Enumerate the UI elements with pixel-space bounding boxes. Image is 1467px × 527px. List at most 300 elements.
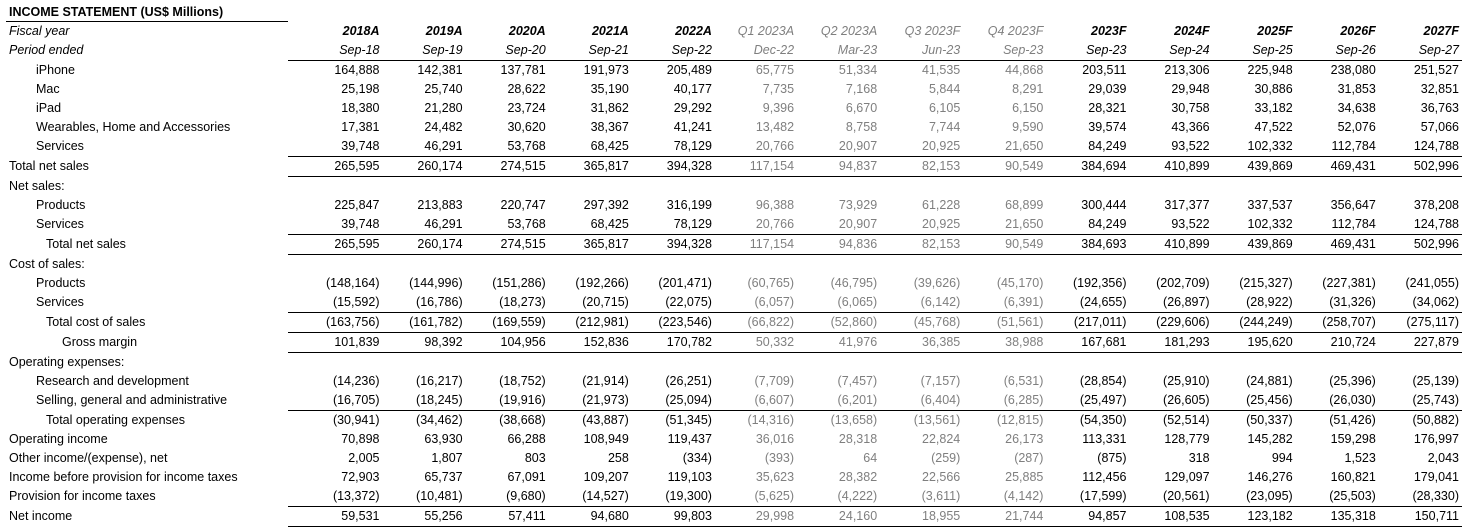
value-cell[interactable]: (10,481) — [383, 487, 466, 507]
value-cell[interactable]: 33,182 — [1254, 101, 1293, 115]
value-cell[interactable]: 84,249 — [1046, 215, 1129, 235]
year-header[interactable]: 2026F — [1340, 23, 1376, 38]
value-cell[interactable]: 112,784 — [1296, 137, 1379, 157]
value-cell[interactable]: 93,522 — [1129, 215, 1212, 235]
value-cell[interactable]: 108,535 — [1129, 507, 1212, 527]
value-cell[interactable] — [880, 177, 963, 197]
value-cell[interactable]: 68,425 — [549, 137, 632, 157]
row-label[interactable]: iPad — [36, 101, 62, 115]
value-cell[interactable]: 25,740 — [424, 82, 463, 96]
value-cell[interactable]: (43,887) — [582, 413, 629, 427]
value-cell[interactable]: 28,318 — [838, 432, 878, 446]
value-cell[interactable]: (17,599) — [1046, 487, 1129, 507]
value-cell[interactable]: (148,164) — [325, 276, 380, 290]
value-cell[interactable]: (18,273) — [466, 293, 549, 313]
row-label[interactable]: Operating expenses: — [9, 354, 125, 369]
row-label[interactable]: Services — [36, 139, 84, 154]
row-label[interactable]: Research and development — [36, 374, 189, 388]
value-cell[interactable] — [880, 255, 963, 275]
value-cell[interactable]: (18,752) — [499, 374, 546, 388]
value-cell[interactable]: (13,561) — [913, 413, 961, 427]
value-cell[interactable] — [797, 177, 880, 197]
value-cell[interactable] — [549, 255, 632, 275]
year-header[interactable]: Q1 2023A — [737, 23, 795, 38]
value-cell[interactable]: (9,680) — [466, 487, 549, 507]
row-label[interactable]: iPhone — [36, 62, 75, 77]
value-cell[interactable]: (287) — [1014, 451, 1044, 465]
value-cell[interactable]: (16,705) — [288, 391, 382, 411]
value-cell[interactable]: 9,396 — [762, 101, 795, 115]
value-cell[interactable]: 104,956 — [466, 333, 549, 353]
value-cell[interactable]: 66,288 — [507, 432, 546, 446]
period-ended-label[interactable]: Period ended — [9, 43, 84, 58]
value-cell[interactable] — [963, 177, 1046, 197]
value-cell[interactable]: (25,910) — [1163, 374, 1210, 388]
value-cell[interactable]: 119,437 — [667, 432, 712, 446]
value-cell[interactable]: (7,709) — [754, 374, 795, 388]
value-cell[interactable] — [880, 353, 963, 373]
value-cell[interactable] — [466, 255, 549, 275]
empty-cell[interactable] — [797, 3, 880, 22]
value-cell[interactable]: 90,549 — [963, 235, 1046, 255]
period-header[interactable]: Sep-23 — [963, 41, 1046, 61]
value-cell[interactable]: 265,595 — [288, 157, 382, 177]
value-cell[interactable]: (25,456) — [1213, 391, 1296, 411]
row-label[interactable]: Gross margin — [62, 335, 138, 349]
value-cell[interactable]: 36,763 — [1420, 101, 1459, 115]
value-cell[interactable]: (20,561) — [1129, 487, 1212, 507]
value-cell[interactable]: 502,996 — [1379, 157, 1462, 177]
value-cell[interactable]: 84,249 — [1046, 137, 1129, 157]
value-cell[interactable]: 41,976 — [797, 333, 880, 353]
value-cell[interactable]: 112,456 — [1082, 470, 1127, 484]
row-label[interactable]: Services — [36, 217, 84, 232]
value-cell[interactable]: 35,623 — [755, 470, 795, 484]
value-cell[interactable] — [1213, 353, 1296, 373]
value-cell[interactable]: (19,916) — [466, 391, 549, 411]
value-cell[interactable]: 31,853 — [1337, 82, 1376, 96]
value-cell[interactable]: 52,076 — [1337, 120, 1376, 134]
row-label[interactable]: Products — [36, 276, 86, 290]
value-cell[interactable]: 61,228 — [922, 198, 961, 212]
value-cell[interactable]: (25,743) — [1379, 391, 1462, 411]
row-label[interactable]: Operating income — [9, 432, 108, 446]
value-cell[interactable]: 38,988 — [963, 333, 1046, 353]
value-cell[interactable]: 9,590 — [1012, 120, 1044, 134]
value-cell[interactable]: (39,626) — [913, 276, 961, 290]
value-cell[interactable]: 113,331 — [1082, 432, 1127, 446]
value-cell[interactable]: 203,511 — [1082, 63, 1127, 77]
row-label[interactable]: Services — [36, 295, 84, 310]
empty-cell[interactable] — [383, 3, 466, 22]
value-cell[interactable]: (28,330) — [1379, 487, 1462, 507]
value-cell[interactable]: (46,795) — [830, 276, 878, 290]
value-cell[interactable]: 150,711 — [1379, 507, 1462, 527]
value-cell[interactable]: 2,005 — [348, 451, 380, 465]
value-cell[interactable]: 124,788 — [1379, 215, 1462, 235]
row-label[interactable]: Total cost of sales — [46, 315, 146, 329]
value-cell[interactable]: (144,996) — [409, 276, 463, 290]
value-cell[interactable]: 7,168 — [845, 82, 878, 96]
value-cell[interactable]: 20,766 — [715, 215, 797, 235]
period-header[interactable]: Dec-22 — [715, 41, 797, 61]
value-cell[interactable]: 38,367 — [590, 120, 629, 134]
value-cell[interactable] — [288, 353, 382, 373]
value-cell[interactable]: (26,897) — [1129, 293, 1212, 313]
value-cell[interactable]: (14,527) — [549, 487, 632, 507]
value-cell[interactable]: (12,815) — [996, 413, 1044, 427]
value-cell[interactable]: (217,011) — [1046, 313, 1129, 333]
value-cell[interactable] — [1379, 255, 1462, 275]
value-cell[interactable]: (26,605) — [1129, 391, 1212, 411]
value-cell[interactable]: 59,531 — [288, 507, 382, 527]
value-cell[interactable]: 50,332 — [715, 333, 797, 353]
row-label[interactable]: Provision for income taxes — [9, 489, 156, 504]
value-cell[interactable]: 7,735 — [762, 82, 795, 96]
value-cell[interactable] — [715, 353, 797, 373]
value-cell[interactable]: 21,650 — [963, 137, 1046, 157]
value-cell[interactable]: 502,996 — [1379, 235, 1462, 255]
value-cell[interactable]: 469,431 — [1296, 235, 1379, 255]
period-header[interactable]: Sep-24 — [1129, 41, 1212, 61]
value-cell[interactable]: 63,930 — [424, 432, 463, 446]
value-cell[interactable]: 25,885 — [1005, 470, 1044, 484]
value-cell[interactable]: (25,094) — [632, 391, 715, 411]
value-cell[interactable]: 238,080 — [1330, 63, 1376, 77]
value-cell[interactable]: 73,929 — [838, 198, 878, 212]
year-header[interactable]: 2027F — [1423, 23, 1459, 38]
value-cell[interactable]: 98,392 — [383, 333, 466, 353]
value-cell[interactable]: 317,377 — [1164, 198, 1210, 212]
row-label[interactable]: Net income — [9, 509, 73, 523]
value-cell[interactable]: 29,039 — [1088, 82, 1127, 96]
value-cell[interactable]: 101,839 — [288, 333, 382, 353]
period-header[interactable]: Mar-23 — [797, 41, 880, 61]
value-cell[interactable]: (45,170) — [996, 276, 1044, 290]
value-cell[interactable]: (30,941) — [332, 413, 380, 427]
value-cell[interactable] — [1129, 255, 1212, 275]
value-cell[interactable]: (202,709) — [1156, 276, 1210, 290]
value-cell[interactable]: 65,737 — [424, 470, 463, 484]
value-cell[interactable]: 117,154 — [715, 235, 797, 255]
value-cell[interactable] — [1213, 177, 1296, 197]
value-cell[interactable]: (16,217) — [416, 374, 463, 388]
value-cell[interactable]: (31,326) — [1296, 293, 1379, 313]
row-label[interactable]: Selling, general and administrative — [36, 393, 228, 408]
value-cell[interactable]: 260,174 — [383, 235, 466, 255]
value-cell[interactable]: 20,925 — [880, 215, 963, 235]
value-cell[interactable] — [288, 177, 382, 197]
year-header[interactable]: Q3 2023F — [904, 23, 961, 38]
value-cell[interactable]: (215,327) — [1239, 276, 1293, 290]
year-header[interactable]: 2020A — [508, 23, 546, 38]
value-cell[interactable]: (275,117) — [1379, 313, 1462, 333]
value-cell[interactable]: 337,537 — [1247, 198, 1293, 212]
value-cell[interactable] — [1046, 255, 1129, 275]
value-cell[interactable]: (241,055) — [1405, 276, 1459, 290]
value-cell[interactable]: 394,328 — [632, 235, 715, 255]
row-label[interactable]: Wearables, Home and Accessories — [36, 120, 231, 134]
value-cell[interactable]: 65,775 — [755, 63, 795, 77]
value-cell[interactable]: 365,817 — [549, 235, 632, 255]
value-cell[interactable]: 195,620 — [1213, 333, 1296, 353]
value-cell[interactable]: 210,724 — [1296, 333, 1379, 353]
value-cell[interactable]: 2,043 — [1427, 451, 1459, 465]
value-cell[interactable]: 20,907 — [797, 137, 880, 157]
year-header[interactable]: Q2 2023A — [820, 23, 878, 38]
value-cell[interactable]: 109,207 — [583, 470, 629, 484]
value-cell[interactable]: 41,241 — [673, 120, 712, 134]
value-cell[interactable]: 29,292 — [673, 101, 712, 115]
empty-cell[interactable] — [549, 3, 632, 22]
value-cell[interactable]: 82,153 — [880, 157, 963, 177]
value-cell[interactable]: (4,222) — [797, 487, 880, 507]
value-cell[interactable]: (6,201) — [797, 391, 880, 411]
empty-cell[interactable] — [1213, 3, 1296, 22]
value-cell[interactable]: 117,154 — [715, 157, 797, 177]
value-cell[interactable]: 96,388 — [755, 198, 795, 212]
value-cell[interactable]: 410,899 — [1129, 235, 1212, 255]
value-cell[interactable]: (19,300) — [632, 487, 715, 507]
value-cell[interactable]: (6,607) — [715, 391, 797, 411]
value-cell[interactable]: 164,888 — [334, 63, 380, 77]
value-cell[interactable]: 297,392 — [583, 198, 629, 212]
empty-cell[interactable] — [632, 3, 715, 22]
year-header[interactable]: 2019A — [425, 23, 463, 38]
value-cell[interactable] — [383, 255, 466, 275]
value-cell[interactable]: (26,030) — [1296, 391, 1379, 411]
value-cell[interactable]: 70,898 — [341, 432, 380, 446]
value-cell[interactable]: 124,788 — [1379, 137, 1462, 157]
value-cell[interactable]: 439,869 — [1213, 157, 1296, 177]
value-cell[interactable]: 365,817 — [549, 157, 632, 177]
value-cell[interactable] — [1046, 177, 1129, 197]
value-cell[interactable]: 7,744 — [928, 120, 961, 134]
value-cell[interactable] — [715, 177, 797, 197]
row-label[interactable]: Income before provision for income taxes — [9, 470, 238, 484]
value-cell[interactable]: 213,883 — [417, 198, 463, 212]
value-cell[interactable]: (22,075) — [632, 293, 715, 313]
value-cell[interactable]: 119,103 — [667, 470, 712, 484]
value-cell[interactable]: 300,444 — [1081, 198, 1127, 212]
value-cell[interactable]: 274,515 — [466, 235, 549, 255]
value-cell[interactable]: 28,622 — [507, 82, 546, 96]
value-cell[interactable]: 205,489 — [666, 63, 712, 77]
value-cell[interactable]: 35,190 — [590, 82, 629, 96]
value-cell[interactable] — [1379, 177, 1462, 197]
value-cell[interactable]: 439,869 — [1213, 235, 1296, 255]
value-cell[interactable]: (28,922) — [1213, 293, 1296, 313]
value-cell[interactable]: (192,266) — [575, 276, 629, 290]
empty-cell[interactable] — [466, 3, 549, 22]
value-cell[interactable]: 30,620 — [507, 120, 546, 134]
value-cell[interactable]: (393) — [764, 451, 795, 465]
value-cell[interactable]: 378,208 — [1413, 198, 1459, 212]
value-cell[interactable]: (66,822) — [715, 313, 797, 333]
value-cell[interactable]: 128,779 — [1164, 432, 1210, 446]
value-cell[interactable] — [1379, 353, 1462, 373]
value-cell[interactable]: 24,482 — [424, 120, 463, 134]
value-cell[interactable]: (25,396) — [1329, 374, 1376, 388]
value-cell[interactable]: 53,768 — [466, 137, 549, 157]
value-cell[interactable]: 20,907 — [797, 215, 880, 235]
value-cell[interactable]: 20,925 — [880, 137, 963, 157]
value-cell[interactable]: 6,670 — [845, 101, 878, 115]
value-cell[interactable]: 57,066 — [1420, 120, 1459, 134]
value-cell[interactable]: (169,559) — [466, 313, 549, 333]
value-cell[interactable]: 31,862 — [590, 101, 629, 115]
empty-cell[interactable] — [880, 3, 963, 22]
value-cell[interactable] — [963, 353, 1046, 373]
value-cell[interactable]: 160,821 — [1330, 470, 1376, 484]
year-header[interactable]: 2021A — [591, 23, 629, 38]
value-cell[interactable]: 123,182 — [1213, 507, 1296, 527]
value-cell[interactable]: 21,280 — [424, 101, 463, 115]
value-cell[interactable]: 213,306 — [1164, 63, 1210, 77]
value-cell[interactable]: 8,291 — [1012, 82, 1044, 96]
value-cell[interactable]: (60,765) — [747, 276, 795, 290]
empty-cell[interactable] — [1046, 3, 1129, 22]
value-cell[interactable]: 29,948 — [1171, 82, 1210, 96]
value-cell[interactable] — [1129, 353, 1212, 373]
value-cell[interactable]: (212,981) — [549, 313, 632, 333]
value-cell[interactable]: (244,249) — [1213, 313, 1296, 333]
value-cell[interactable]: 67,091 — [507, 470, 546, 484]
value-cell[interactable]: (223,546) — [632, 313, 715, 333]
value-cell[interactable]: 384,694 — [1046, 157, 1129, 177]
value-cell[interactable]: 176,997 — [1413, 432, 1459, 446]
value-cell[interactable]: (25,139) — [1412, 374, 1459, 388]
value-cell[interactable]: 18,955 — [880, 507, 963, 527]
empty-cell[interactable] — [963, 3, 1046, 22]
value-cell[interactable]: (227,381) — [1322, 276, 1376, 290]
value-cell[interactable]: (13,372) — [288, 487, 382, 507]
value-cell[interactable]: (15,592) — [288, 293, 382, 313]
value-cell[interactable] — [797, 353, 880, 373]
value-cell[interactable]: (6,404) — [880, 391, 963, 411]
period-header[interactable]: Sep-21 — [549, 41, 632, 61]
value-cell[interactable]: 25,198 — [341, 82, 380, 96]
value-cell[interactable] — [715, 255, 797, 275]
value-cell[interactable]: 78,129 — [632, 215, 715, 235]
value-cell[interactable]: 28,321 — [1088, 101, 1127, 115]
value-cell[interactable]: 39,748 — [288, 215, 382, 235]
value-cell[interactable]: (14,316) — [747, 413, 795, 427]
value-cell[interactable]: 227,879 — [1379, 333, 1462, 353]
period-header[interactable]: Sep-27 — [1379, 41, 1462, 61]
value-cell[interactable]: 26,173 — [1005, 432, 1044, 446]
empty-cell[interactable] — [715, 3, 797, 22]
row-label[interactable]: Products — [36, 198, 86, 212]
value-cell[interactable]: (25,497) — [1046, 391, 1129, 411]
value-cell[interactable]: 142,381 — [417, 63, 463, 77]
value-cell[interactable]: 39,574 — [1088, 120, 1127, 134]
value-cell[interactable]: 47,522 — [1254, 120, 1293, 134]
value-cell[interactable]: 318 — [1188, 451, 1210, 465]
value-cell[interactable]: 5,844 — [928, 82, 961, 96]
value-cell[interactable]: 274,515 — [466, 157, 549, 177]
value-cell[interactable]: (51,426) — [1329, 413, 1376, 427]
value-cell[interactable]: (16,786) — [383, 293, 466, 313]
value-cell[interactable]: (28,854) — [1079, 374, 1127, 388]
value-cell[interactable]: 24,160 — [797, 507, 880, 527]
value-cell[interactable]: (201,471) — [658, 276, 712, 290]
row-label[interactable]: Mac — [36, 82, 60, 96]
value-cell[interactable]: (51,561) — [963, 313, 1046, 333]
value-cell[interactable]: (6,142) — [880, 293, 963, 313]
row-label[interactable]: Cost of sales: — [9, 256, 85, 271]
value-cell[interactable]: (163,756) — [288, 313, 382, 333]
value-cell[interactable]: 146,276 — [1247, 470, 1293, 484]
value-cell[interactable]: 251,527 — [1413, 63, 1459, 77]
value-cell[interactable] — [466, 353, 549, 373]
value-cell[interactable]: 51,334 — [838, 63, 878, 77]
value-cell[interactable]: 99,803 — [632, 507, 715, 527]
value-cell[interactable] — [383, 353, 466, 373]
value-cell[interactable] — [1213, 255, 1296, 275]
value-cell[interactable]: (229,606) — [1129, 313, 1212, 333]
value-cell[interactable]: (23,095) — [1213, 487, 1296, 507]
value-cell[interactable]: 145,282 — [1247, 432, 1293, 446]
value-cell[interactable]: 316,199 — [666, 198, 712, 212]
value-cell[interactable]: 68,425 — [549, 215, 632, 235]
period-header[interactable]: Sep-22 — [632, 41, 715, 61]
period-header[interactable]: Jun-23 — [880, 41, 963, 61]
value-cell[interactable]: (50,337) — [1246, 413, 1293, 427]
value-cell[interactable]: (259) — [931, 451, 961, 465]
value-cell[interactable]: 32,851 — [1420, 82, 1459, 96]
value-cell[interactable]: 384,693 — [1046, 235, 1129, 255]
value-cell[interactable]: 8,758 — [845, 120, 878, 134]
value-cell[interactable]: 191,973 — [583, 63, 629, 77]
value-cell[interactable]: 22,566 — [922, 470, 961, 484]
period-header[interactable]: Sep-19 — [383, 41, 466, 61]
value-cell[interactable]: 137,781 — [500, 63, 546, 77]
value-cell[interactable]: 152,836 — [549, 333, 632, 353]
empty-cell[interactable] — [1129, 3, 1212, 22]
value-cell[interactable]: (50,882) — [1412, 413, 1459, 427]
value-cell[interactable] — [632, 255, 715, 275]
row-label[interactable]: Net sales: — [9, 178, 65, 193]
value-cell[interactable]: 28,382 — [838, 470, 878, 484]
value-cell[interactable]: (20,715) — [549, 293, 632, 313]
value-cell[interactable] — [549, 177, 632, 197]
value-cell[interactable]: 30,886 — [1254, 82, 1293, 96]
value-cell[interactable]: 93,522 — [1129, 137, 1212, 157]
value-cell[interactable]: 72,903 — [341, 470, 380, 484]
row-label[interactable]: Total net sales — [46, 237, 126, 251]
value-cell[interactable]: (6,531) — [1003, 374, 1044, 388]
value-cell[interactable]: 18,380 — [341, 101, 380, 115]
empty-cell[interactable] — [1296, 3, 1379, 22]
value-cell[interactable] — [1296, 353, 1379, 373]
value-cell[interactable]: (334) — [682, 451, 712, 465]
value-cell[interactable]: 102,332 — [1213, 215, 1296, 235]
value-cell[interactable] — [797, 255, 880, 275]
year-header[interactable]: 2025F — [1257, 23, 1293, 38]
value-cell[interactable]: (13,658) — [830, 413, 878, 427]
value-cell[interactable]: (14,236) — [332, 374, 380, 388]
value-cell[interactable]: 135,318 — [1296, 507, 1379, 527]
value-cell[interactable] — [466, 177, 549, 197]
value-cell[interactable]: 23,724 — [507, 101, 546, 115]
year-header[interactable]: 2018A — [342, 23, 380, 38]
value-cell[interactable]: (4,142) — [963, 487, 1046, 507]
value-cell[interactable]: 94,836 — [797, 235, 880, 255]
value-cell[interactable]: (18,245) — [383, 391, 466, 411]
row-label[interactable]: Other income/(expense), net — [9, 451, 168, 465]
value-cell[interactable]: 108,949 — [583, 432, 629, 446]
